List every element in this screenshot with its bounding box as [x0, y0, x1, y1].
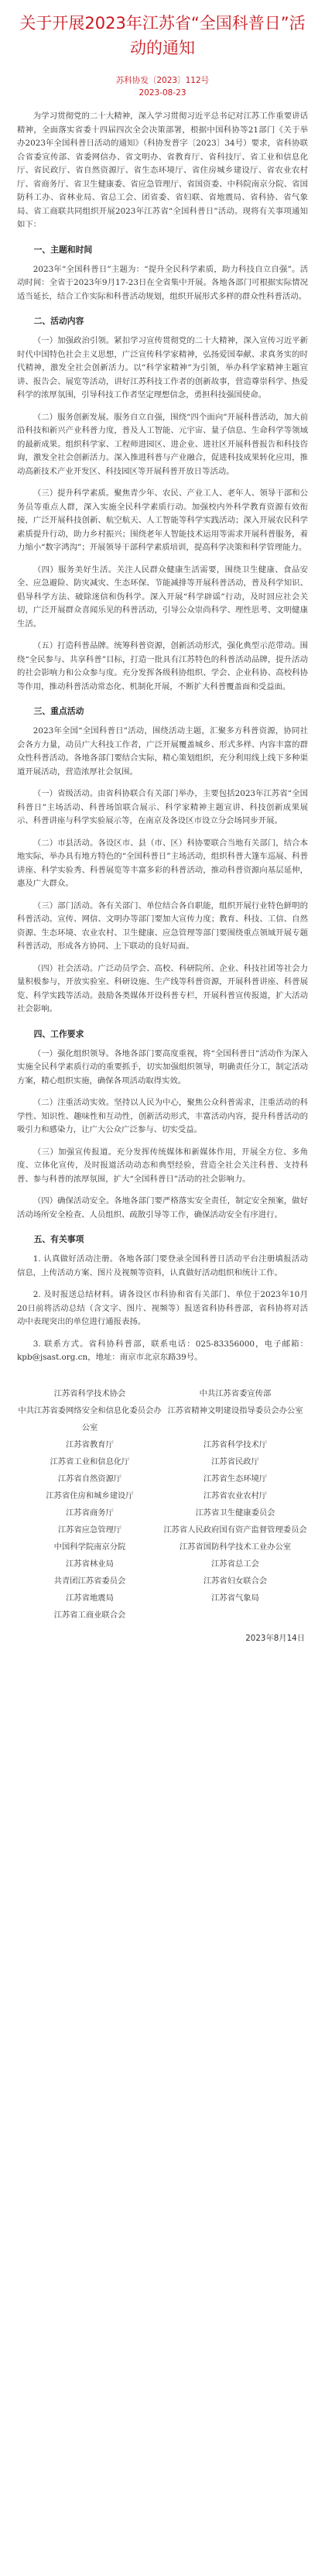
signatory: 江苏省精神文明建设指导委员会办公室	[167, 1405, 303, 1415]
signatory: 江苏省人民政府国有资产监督管理委员会	[163, 1525, 307, 1535]
signatory: 江苏省工商业联合会	[53, 1610, 126, 1620]
section-heading: 五、有关事项	[33, 1234, 84, 1244]
signatory-row	[17, 1402, 308, 1436]
signatory: 江苏省国防科学技术工业办公室	[179, 1542, 292, 1552]
signatory: 江苏省林业局	[66, 1559, 114, 1569]
signatory: 江苏省科学技术厅	[203, 1439, 268, 1449]
signatory: 江苏省气象局	[211, 1593, 259, 1603]
signatory: 江苏省地震局	[66, 1593, 114, 1603]
signatory: 江苏省科学技术协会	[53, 1388, 126, 1398]
signatory: 中共江苏省委宣传部	[199, 1388, 272, 1398]
signatory-row	[17, 1573, 308, 1590]
signatory-row	[17, 1385, 308, 1402]
paragraph: （四）服务美好生活。关注人民群众健康生活需要，围绕卫生健康、食品安全、应急避险、防灾减灾、生态环保、节能减排等开展科普活动，普及科学知识、倡导科学方法、破除迷信和伪科学。深入开展“科学辟谣”行动，及时回应社会关切，广泛开展群众喜闻乐见的科普活动，引导公众崇尚科学、理性思考、文明健康生活。	[17, 564, 308, 629]
paragraph: （二）服务创新发展。服务自立自强，围绕“四个面向”开展科普活动，加大前沿科技和新兴产业科普力度，普及人工智能、元宇宙、量子信息、生命科学等领域的最新成果。组织科学家、工程师进园区、进企业、进社区开展科普报告和科技咨询，激发全社会创新活力。深入推进科普与产业融合，促进科技成果转化应用，推动高新技术产业开发区、科技园区等开展科普开放日等活动。	[17, 412, 308, 476]
signatory	[162, 1607, 308, 1624]
paragraph: （二）注重活动实效。坚持以人民为中心，聚焦公众科普需求，注重活动的科学性、知识性、趣味性和互动性，创新活动形式，丰富活动内容，提升科普活动的吸引力和感染力，让广大公众广泛参与、切实受益。	[17, 1098, 308, 1134]
signatory-row	[17, 1453, 308, 1470]
paragraph: 2023年全国“全国科普日”活动，围绕活动主题，汇聚多方科普资源，协同社会各方力量，动员广大科技工作者，广泛开展覆盖城乡、形式多样、内容丰富的群众性科普活动。各地各部门要结合实际，精心策划组织，充分利用线上线下多种渠道开展活动，营造浓厚社会氛围。	[17, 726, 308, 777]
signatories	[17, 1385, 308, 1647]
paragraph: （三）加强宣传报道。充分发挥传统媒体和新媒体作用，开展全方位、多角度、立体化宣传，及时报道活动动态和典型经验，营造全社会关注科普、支持科普、参与科普的浓厚氛围，扩大“全国科普日”活动的社会影响力。	[17, 1147, 308, 1184]
paragraph: 2023年“全国科普日”主题为：“提升全民科学素质，助力科技自立自强”。活动时间：全省于2023年9月17-23日在全省集中开展。各地各部门可根据实际情况适当延长，结合工作实际和科普活动规划，组织开展形式多样的群众性科普活动。	[17, 264, 308, 301]
signatory-row	[17, 1487, 308, 1504]
document-number: 苏科协发〔2023〕112号	[115, 76, 210, 85]
paragraph: （三）部门活动。各有关部门、单位结合各自职能，组织开展行业特色鲜明的科普活动。宣传、网信、文明办等部门要加大宣传力度；教育、科技、工信、自然资源、生态环境、农业农村、卫生健康、应急管理等部门要围绕重点领域开展专题科普活动，形成各方协同、上下联动的良好局面。	[17, 900, 308, 951]
paragraph: （五）打造科普品牌。统筹科普资源，创新活动形式，强化典型示范带动。围绕“全民参与、共享科普”目标，打造一批具有江苏特色的科普活动品牌，提升活动的社会影响力和公众参与度。充分发挥各级科协组织、学会、企业科协、高校科协等作用，推动科普活动常态化、机制化开展，不断扩大科普覆盖面和受益面。	[17, 641, 308, 691]
signatory: 江苏省农业农村厅	[203, 1490, 268, 1501]
paragraph: （一）加强政治引领。紧扣学习宣传贯彻党的二十大精神，深入宣传习近平新时代中国特色社会主义思想，广泛宣传科学家精神，弘扬爱国奉献、求真务实的时代精神，激发全社会创新活力。以“科学家精神”为引领，举办科学家精神主题宣讲、报告会、展览等活动，讲好江苏科技工作者的创新故事，营造尊崇科学、热爱科学的浓厚氛围，引导科技工作者坚定理想信念，勇担科技强国使命。	[17, 336, 308, 400]
signatory-row	[17, 1521, 308, 1538]
signatory: 江苏省教育厅	[66, 1439, 114, 1449]
paragraph: 3. 联系方式。省科协科普部，联系电话：025-83356000，电子邮箱：kpb@jsast.org.cn，地址：南京市北京东路39号。	[17, 1339, 308, 1362]
signatory: 江苏省生态环境厅	[203, 1473, 268, 1484]
signatory: 江苏省商务厅	[66, 1508, 114, 1518]
signatory-row	[17, 1538, 308, 1556]
paragraph: （一）强化组织领导。各地各部门要高度重视，将“全国科普日”活动作为深入实施全民科学素质行动的重要抓手，切实加强组织领导，明确责任分工，制定活动方案，精心组织实施，确保各项活动取得实效。	[17, 1048, 308, 1086]
publish-date: 2023-08-23	[139, 88, 186, 98]
signatory: 江苏省住房和城乡建设厅	[46, 1490, 134, 1501]
signatory: 共青团江苏省委员会	[53, 1576, 126, 1586]
paragraph: 2. 及时报送总结材料。请各设区市科协和省有关部门、单位于2023年10月20日前将活动总结（含文字、图片、视频等）报送省科协科普部，省科协将对活动中表现突出的单位进行通报表扬。	[17, 1290, 308, 1326]
signatory: 江苏省总工会	[211, 1559, 259, 1569]
signatory: 中国科学院南京分院	[53, 1542, 126, 1552]
paragraph: （一）省级活动。由省科协联合有关部门举办，主要包括2023年江苏省“全国科普日”主场活动、科普场馆联合展示、科学家精神主题宣讲、科技创新成果展示、科普讲座与科学实验展示等，在南京及各设区市设立分会场同步开展。	[17, 789, 308, 825]
signatory: 江苏省卫生健康委员会	[195, 1508, 275, 1518]
paragraph: （四）确保活动安全。各地各部门要严格落实安全责任，制定安全预案，做好活动场所安全检查、人员组织、疏散引导等工作，确保活动安全有序进行。	[17, 1196, 308, 1219]
signatory: 江苏省民政厅	[211, 1456, 259, 1466]
section-heading: 三、重点活动	[33, 706, 84, 716]
paragraph: （二）市县活动。各设区市、县（市、区）科协要联合当地有关部门，结合本地实际，举办具有地方特色的“全国科普日”主场活动，组织科普大篷车巡展、科普讲座、科学实验秀、科普展览等丰富多彩的科普活动，推动科普资源向基层延伸，惠及广大群众。	[17, 838, 308, 888]
signatory: 江苏省应急管理厅	[57, 1525, 122, 1535]
signatory: 中共江苏省委网络安全和信息化委员会办公室	[18, 1405, 162, 1432]
signatory-row	[17, 1590, 308, 1607]
signatory: 江苏省自然资源厅	[57, 1473, 122, 1484]
section-heading: 二、活动内容	[33, 316, 84, 326]
signatory-row	[17, 1470, 308, 1487]
paragraph: （三）提升科学素质。聚焦青少年、农民、产业工人、老年人、领导干部和公务员等重点人群，深入实施全民科学素质行动。加强校内外科学教育资源有效衔接，广泛开展科技创新、航空航天、人工智能等科学实践活动；深入开展农民科学素质提升行动，助力乡村振兴；围绕老年人智能技术运用等需求开展科普服务，着力缩小“数字鸿沟”；开展领导干部科学素质培训，提高科学决策和科学管理能力。	[17, 489, 308, 552]
signatory-row	[17, 1436, 308, 1453]
signatory: 江苏省工业和信息化厅	[50, 1456, 130, 1466]
signatory-row	[17, 1556, 308, 1573]
signatory-row	[17, 1504, 308, 1521]
signatory-row	[17, 1607, 308, 1624]
signatory: 江苏省妇女联合会	[203, 1576, 268, 1586]
notice-title: 关于开展2023年江苏省“全国科普日”活动的通知	[19, 14, 306, 57]
signature-date: 2023年8月14日	[245, 1633, 305, 1643]
paragraph: 1. 认真做好活动注册。各地各部门要登录全国科普日活动平台注册填报活动信息，上传活动方案、图片及视频等资料，认真做好活动组织和统计工作。	[17, 1254, 308, 1278]
section-heading: 一、主题和时间	[33, 244, 93, 255]
paragraph: （四）社会活动。广泛动员学会、高校、科研院所、企业、科技社团等社会力量积极参与，开放实验室、科研设施、生产线等科普资源，开展科普讲座、科普展览、科学实践等活动。鼓励各类媒体开设科普专栏，开展科普宣传报道，扩大活动社会影响。	[17, 963, 308, 1014]
section-heading: 四、工作要求	[33, 1028, 84, 1039]
intro-paragraph: 为学习贯彻党的二十大精神，深入学习贯彻习近平总书记对江苏工作重要讲话精神，全面落实省委十四届四次全会决策部署，根据中国科协等21部门《关于举办2023年全国科普日活动的通知》（科协发普字〔2023〕34号）要求，省科协联合省委宣传部、省委网信办、省文明办、省教育厅、省科技厅、省工业和信息化厅、省民政厅、省自然资源厅、省生态环境厅、省住房城乡建设厅、省农业农村厅、省商务厅、省卫生健康委、省应急管理厅、省国资委、中科院南京分院、省国防科工办、省林业局、省总工会、团省委、省妇联、省地震局、省科协、省气象局、省工商联共同组织开展2023年江苏省“全国科普日”活动。现将有关事项通知如下：	[17, 111, 308, 229]
